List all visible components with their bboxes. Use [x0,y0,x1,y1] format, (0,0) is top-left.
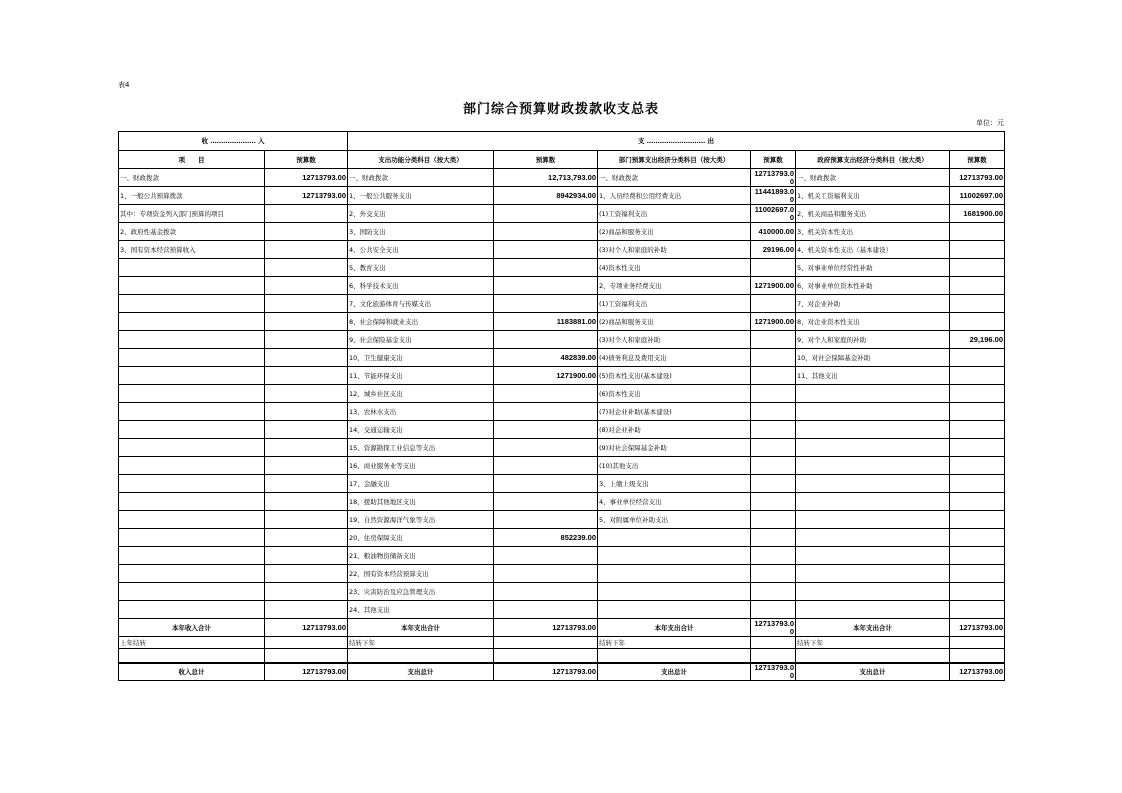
income-item [119,349,265,367]
func-value: 1271900.00 [494,367,598,385]
dept-item: 2、专项业务经费支出 [598,277,751,295]
func-value [494,565,598,583]
dept-item: (8)对企业补助 [598,421,751,439]
func-item: 5、教育支出 [348,259,494,277]
gov-value: 1681900.00 [950,205,1005,223]
income-item: 其中：专项资金列入部门预算的项目 [119,205,265,223]
func-value [494,385,598,403]
col-header-gov-budget: 预算数 [950,151,1005,169]
func-value [494,331,598,349]
gov-value [950,511,1005,529]
dept-value [751,547,796,565]
income-value [265,277,348,295]
table-row [119,529,1005,547]
table-row [119,277,1005,295]
col-header-func-budget: 预算数 [494,151,598,169]
func-carry-label: 结转下年 [348,637,494,649]
gov-value [950,421,1005,439]
dept-value [751,385,796,403]
dept-value [751,457,796,475]
func-value [494,205,598,223]
dept-value [751,493,796,511]
gov-item: 10、对社会保障基金补助 [796,349,950,367]
dept-item: (3)对个人和家庭补助 [598,331,751,349]
table-row [119,601,1005,619]
table-row [119,403,1005,421]
dept-value [751,511,796,529]
dept-value [751,259,796,277]
func-grand-total-value: 12713793.00 [494,663,598,681]
blank-cell [950,649,1005,664]
gov-value [950,493,1005,511]
dept-value: 11002697.00 [751,205,796,223]
gov-item [796,511,950,529]
grand-total-row [119,663,1005,681]
income-value [265,313,348,331]
table-row [119,187,1005,205]
gov-item: 一、财政拨款 [796,169,950,187]
income-item [119,547,265,565]
func-carry-value [494,637,598,649]
table-row [119,169,1005,187]
income-value [265,385,348,403]
income-carry-label: 上年结转 [119,637,265,649]
gov-item: 3、机关资本性支出 [796,223,950,241]
gov-value [950,583,1005,601]
dept-value [751,439,796,457]
func-item: 10、卫生健康支出 [348,349,494,367]
gov-value [950,367,1005,385]
dept-item: (5)资本性支出(基本建设) [598,367,751,385]
dept-item: 4、事业单位经营支出 [598,493,751,511]
col-header-dept-econ: 部门预算支出经济分类科目（按大类） [598,151,751,169]
gov-item [796,439,950,457]
income-value [265,367,348,385]
income-value [265,475,348,493]
dept-value: 1271900.00 [751,313,796,331]
income-value [265,259,348,277]
blank-cell [119,649,265,664]
func-item: 18、援助其他地区支出 [348,493,494,511]
income-value [265,421,348,439]
gov-item [796,421,950,439]
dept-value [751,475,796,493]
income-group-header: 收 ………………… 入 [119,132,348,151]
dept-item: (7)对企业补助(基本建设) [598,403,751,421]
func-item: 19、自然资源海洋气象等支出 [348,511,494,529]
blank-cell [598,649,751,664]
income-item [119,385,265,403]
gov-item [796,457,950,475]
table-row [119,331,1005,349]
gov-value [950,295,1005,313]
income-item [119,367,265,385]
func-value [494,241,598,259]
income-value [265,565,348,583]
func-item: 12、城乡社区支出 [348,385,494,403]
dept-carry-value [751,637,796,649]
dept-value: 29196.00 [751,241,796,259]
func-item: 4、公共安全支出 [348,241,494,259]
table-row [119,511,1005,529]
dept-year-total-value: 12713793.00 [751,619,796,637]
income-value [265,295,348,313]
dept-value [751,367,796,385]
dept-value: 12713793.00 [751,169,796,187]
func-item: 9、社会保险基金支出 [348,331,494,349]
func-value [494,295,598,313]
income-item [119,457,265,475]
func-item: 15、资源勘探工业信息等支出 [348,439,494,457]
func-value [494,493,598,511]
income-value: 12713793.00 [265,169,348,187]
gov-value [950,457,1005,475]
table-row [119,457,1005,475]
year-total-row [119,619,1005,637]
func-item: 2、外交支出 [348,205,494,223]
carry-row [119,637,1005,649]
income-item [119,403,265,421]
expense-group-header: 支 ……………………… 出 [348,132,1005,151]
income-value [265,529,348,547]
func-item: 17、金融支出 [348,475,494,493]
dept-value [751,403,796,421]
income-value [265,547,348,565]
func-item: 16、商业服务业等支出 [348,457,494,475]
gov-value [950,529,1005,547]
income-value [265,511,348,529]
dept-item: (1)工资福利支出 [598,205,751,223]
func-item: 21、粮油物资储备支出 [348,547,494,565]
table-row [119,241,1005,259]
func-value [494,259,598,277]
income-value [265,583,348,601]
dept-item: (4)债务利息及费用支出 [598,349,751,367]
income-item [119,313,265,331]
dept-item [598,583,751,601]
func-item: 一、财政拨款 [348,169,494,187]
dept-item [598,529,751,547]
income-item [119,565,265,583]
gov-value [950,241,1005,259]
table-row [119,475,1005,493]
income-value [265,331,348,349]
gov-carry-label: 结转下年 [796,637,950,649]
func-value [494,421,598,439]
gov-carry-value [950,637,1005,649]
gov-item: 2、机关商品和服务支出 [796,205,950,223]
func-item: 14、交通运输支出 [348,421,494,439]
func-item: 3、国防支出 [348,223,494,241]
gov-year-total-label: 本年支出合计 [796,619,950,637]
gov-value [950,565,1005,583]
dept-item: (1)工资福利支出 [598,295,751,313]
dept-carry-label: 结转下年 [598,637,751,649]
table-row [119,223,1005,241]
func-value [494,511,598,529]
col-header-income-budget: 预算数 [265,151,348,169]
column-header-row [119,151,1005,169]
dept-item: (3)对个人和家庭的补助 [598,241,751,259]
dept-grand-total-value: 12713793.00 [751,663,796,681]
gov-item: 11、其他支出 [796,367,950,385]
income-value [265,223,348,241]
table-number: 表4 [118,81,130,89]
func-year-total-label: 本年支出合计 [348,619,494,637]
dept-value [751,295,796,313]
gov-item [796,475,950,493]
gov-value [950,385,1005,403]
func-value: 12,713,793.00 [494,169,598,187]
gov-value [950,439,1005,457]
table-row [119,367,1005,385]
dept-item: (4)资本性支出 [598,259,751,277]
func-value [494,403,598,421]
income-item [119,493,265,511]
income-value [265,241,348,259]
gov-value [950,313,1005,331]
func-item: 24、其他支出 [348,601,494,619]
dept-item: 3、上缴上级支出 [598,475,751,493]
blank-cell [348,649,494,664]
income-item: 2、政府性基金拨款 [119,223,265,241]
dept-value: 1271900.00 [751,277,796,295]
income-value [265,457,348,475]
gov-item: 8、对企业资本性支出 [796,313,950,331]
func-item: 7、文化旅游体育与传媒支出 [348,295,494,313]
blank-cell [751,649,796,664]
table-row [119,583,1005,601]
blank-cell [796,649,950,664]
gov-value [950,475,1005,493]
income-item [119,583,265,601]
gov-item: 7、对企业补助 [796,295,950,313]
func-value [494,277,598,295]
gov-item: 1、机关工资福利支出 [796,187,950,205]
dept-grand-total-label: 支出总计 [598,663,751,681]
income-item [119,295,265,313]
func-value: 8942934.00 [494,187,598,205]
group-header-row [119,132,1005,151]
income-value: 12713793.00 [265,187,348,205]
gov-year-total-value: 12713793.00 [950,619,1005,637]
func-value: 852239.00 [494,529,598,547]
func-item: 6、科学技术支出 [348,277,494,295]
gov-value: 12713793.00 [950,169,1005,187]
page-title: 部门综合预算财政拨款收支总表 [462,102,659,117]
income-value [265,349,348,367]
gov-item [796,583,950,601]
table-row [119,493,1005,511]
dept-item: (10)其他支出 [598,457,751,475]
func-item: 1、一般公共服务支出 [348,187,494,205]
func-value [494,439,598,457]
dept-item: (2)商品和服务支出 [598,313,751,331]
income-value [265,205,348,223]
income-grand-total-label: 收入总计 [119,663,265,681]
dept-value [751,331,796,349]
func-value [494,223,598,241]
income-year-total-value: 12713793.00 [265,619,348,637]
func-value: 482839.00 [494,349,598,367]
budget-table [118,131,1005,681]
income-value [265,439,348,457]
dept-item: (2)商品和服务支出 [598,223,751,241]
col-header-dept-budget: 预算数 [751,151,796,169]
dept-item [598,565,751,583]
col-header-func-class: 支出功能分类科目（按大类） [348,151,494,169]
gov-grand-total-label: 支出总计 [796,663,950,681]
gov-item: 4、机关资本性支出（基本建设） [796,241,950,259]
dept-value [751,529,796,547]
blank-row [119,649,1005,664]
func-value [494,457,598,475]
income-item: 1、一般公共预算拨款 [119,187,265,205]
income-item [119,529,265,547]
gov-item [796,529,950,547]
income-item [119,421,265,439]
dept-item: 一、财政拨款 [598,169,751,187]
blank-cell [494,649,598,664]
gov-item: 5、对事业单位经常性补助 [796,259,950,277]
func-item: 22、国有资本经营预算支出 [348,565,494,583]
dept-year-total-label: 本年支出合计 [598,619,751,637]
func-item: 13、农林水支出 [348,403,494,421]
func-item: 20、住房保障支出 [348,529,494,547]
gov-item [796,601,950,619]
unit-label: 单位：元 [976,119,1004,127]
blank-cell [265,649,348,664]
dept-value [751,421,796,439]
table-row [119,205,1005,223]
dept-value [751,565,796,583]
gov-value [950,223,1005,241]
dept-item: (9)对社会保障基金补助 [598,439,751,457]
func-value [494,547,598,565]
col-header-item: 项 目 [119,151,265,169]
income-grand-total-value: 12713793.00 [265,663,348,681]
income-value [265,403,348,421]
func-value [494,583,598,601]
gov-item [796,565,950,583]
gov-value: 11002697.00 [950,187,1005,205]
func-value: 1183881.00 [494,313,598,331]
dept-value [751,601,796,619]
table-row [119,421,1005,439]
gov-item [796,385,950,403]
income-carry-value [265,637,348,649]
income-value [265,493,348,511]
dept-item: 1、人员经费和公用经费支出 [598,187,751,205]
income-item: 一、财政拨款 [119,169,265,187]
col-header-gov-econ: 政府预算支出经济分类科目（按大类） [796,151,950,169]
income-year-total-label: 本年收入合计 [119,619,265,637]
income-item [119,601,265,619]
gov-item [796,547,950,565]
func-grand-total-label: 支出总计 [348,663,494,681]
func-value [494,475,598,493]
income-item [119,259,265,277]
dept-value [751,583,796,601]
gov-grand-total-value: 12713793.00 [950,663,1005,681]
func-year-total-value: 12713793.00 [494,619,598,637]
gov-value [950,259,1005,277]
income-item: 3、国有资本经营预算收入 [119,241,265,259]
gov-item: 6、对事业单位资本性补助 [796,277,950,295]
table-row [119,259,1005,277]
income-item [119,475,265,493]
gov-value [950,277,1005,295]
dept-value [751,349,796,367]
table-row [119,439,1005,457]
table-row [119,313,1005,331]
gov-value [950,349,1005,367]
income-item [119,277,265,295]
func-item: 11、节能环保支出 [348,367,494,385]
table-row [119,349,1005,367]
gov-item [796,403,950,421]
func-value [494,601,598,619]
func-item: 23、灾害防治及应急管理支出 [348,583,494,601]
income-item [119,331,265,349]
income-item [119,439,265,457]
income-item [119,511,265,529]
income-value [265,601,348,619]
dept-item [598,547,751,565]
gov-value [950,403,1005,421]
gov-item [796,493,950,511]
table-row [119,547,1005,565]
gov-item: 9、对个人和家庭的补助 [796,331,950,349]
func-item: 8、社会保障和就业支出 [348,313,494,331]
dept-item: 5、对附属单位补助支出 [598,511,751,529]
dept-value: 410000.00 [751,223,796,241]
gov-value [950,547,1005,565]
dept-value: 11441893.00 [751,187,796,205]
table-row [119,295,1005,313]
gov-value [950,601,1005,619]
table-row [119,385,1005,403]
dept-item [598,601,751,619]
gov-value: 29,196.00 [950,331,1005,349]
dept-item: (6)资本性支出 [598,385,751,403]
table-row [119,565,1005,583]
